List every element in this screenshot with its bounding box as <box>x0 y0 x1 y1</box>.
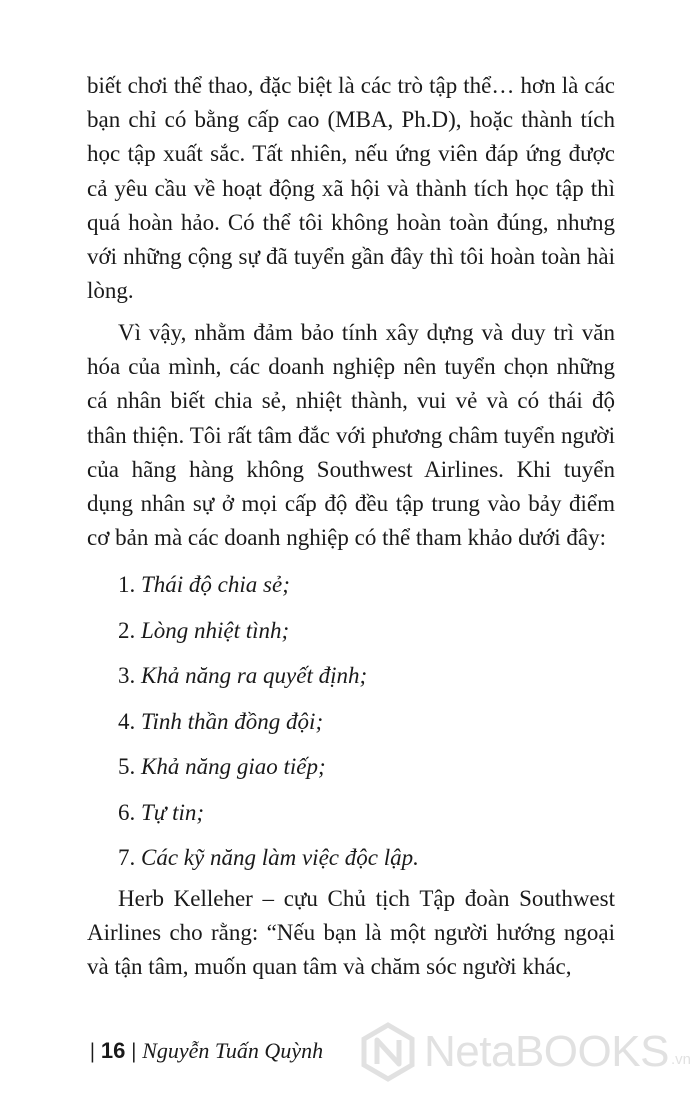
list-item <box>118 705 419 751</box>
list-item-number: 3. <box>118 663 136 688</box>
list-item-text: Khả năng giao tiếp; <box>141 754 326 779</box>
list-item <box>118 750 419 796</box>
netabooks-logo-icon <box>358 1022 418 1082</box>
watermark <box>358 1022 691 1082</box>
page-footer <box>90 1036 323 1066</box>
watermark-brand: NetaBOOKS <box>424 1027 669 1076</box>
author-name: Nguyễn Tuấn Quỳnh <box>142 1038 324 1063</box>
list-item-text: Tinh thần đồng đội; <box>141 708 324 734</box>
list-item <box>118 568 419 614</box>
list-item-number: 5. <box>118 754 136 779</box>
paragraph-southwest-intro: Vì vậy, nhằm đảm bảo tính xây dựng và duy trì văn hóa của mình, các doanh nghiệp nên tuyển chọn những cá nhân biết chia sẻ, nhiệt thành, vui vẻ và có thái độ thân thiện. Tôi rất tâm đắc với phương châm tuyển người của hãng hàng không Southwest Airlines. Khi tuyển dụng nhân sự ở mọi cấp độ đều tập trung vào bảy điểm cơ bản mà các doanh nghiệp có thể tham khảo dưới đây: <box>87 320 615 551</box>
list-item-text: Lòng nhiệt tình; <box>141 617 290 643</box>
footer-separator-left: | <box>90 1038 95 1063</box>
page-number: 16 <box>100 1038 126 1063</box>
paragraph-continuation: biết chơi thể thao, đặc biệt là các trò tập thể… hơn là các bạn chỉ có bằng cấp cao (MBA, Ph.D), hoặc thành tích học tập xuất sắc. Tất nhiên, nếu ứng viên đáp ứng được cả yêu cầu về hoạt động xã hội và thành tích học tập thì quá hoàn hảo. Có thể tôi không hoàn toàn đúng, nhưng với những cộng sự đã tuyển gần đây thì tôi hoàn toàn hài lòng. <box>87 73 615 304</box>
list-item-number: 4. <box>118 708 136 734</box>
list-item <box>118 614 419 660</box>
list-item-text: Tự tin; <box>141 799 205 825</box>
list-item-text: Thái độ chia sẻ; <box>141 572 290 597</box>
hiring-criteria-list <box>118 568 419 887</box>
list-item-text: Khả năng ra quyết định; <box>141 663 368 688</box>
list-item-number: 2. <box>118 617 136 643</box>
list-item-number: 1. <box>118 572 136 597</box>
list-item-number: 6. <box>118 799 136 825</box>
list-item <box>118 796 419 842</box>
watermark-suffix: .vn <box>670 1051 691 1068</box>
list-item <box>118 841 419 887</box>
footer-separator-right: | <box>131 1038 137 1063</box>
list-item-text: Các kỹ năng làm việc độc lập. <box>141 845 419 870</box>
list-item-number: 7. <box>118 845 136 870</box>
list-item <box>118 659 419 705</box>
paragraph-kelleher-quote: Herb Kelleher – cựu Chủ tịch Tập đoàn Southwest Airlines cho rằng: “Nếu bạn là một người hướng ngoại và tận tâm, muốn quan tâm và chăm sóc người khác, <box>87 886 615 980</box>
